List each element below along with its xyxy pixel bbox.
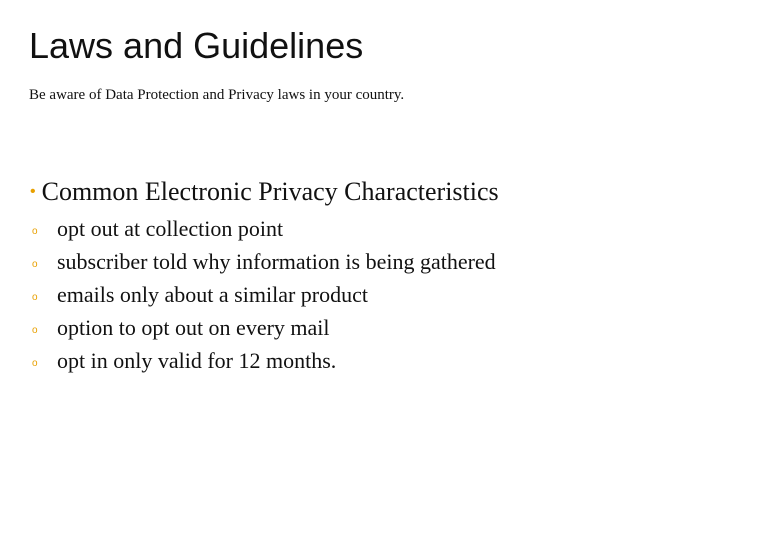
slide-subtitle: Be aware of Data Protection and Privacy laws in your country. [29, 87, 405, 103]
circle-bullet-icon: o [32, 358, 38, 369]
circle-bullet-icon: o [32, 325, 38, 336]
sub-bullet-item [32, 311, 496, 344]
sub-bullet-text: emails only about a similar product [57, 282, 368, 307]
slide-title: Laws and Guidelines [29, 25, 364, 66]
sub-bullet-item [32, 212, 496, 245]
sub-bullet-item [32, 245, 496, 278]
circle-bullet-icon: o [32, 259, 38, 270]
bullet-dot-icon: • [30, 183, 36, 200]
sub-bullet-item [32, 278, 496, 311]
main-bullet-text: Common Electronic Privacy Characteristics [41, 177, 499, 206]
circle-bullet-icon: o [32, 292, 38, 303]
sub-bullet-text: opt out at collection point [57, 216, 284, 241]
sub-bullet-list [32, 212, 496, 377]
sub-bullet-text: subscriber told why information is being gathered [57, 249, 496, 274]
circle-bullet-icon: o [32, 226, 38, 237]
sub-bullet-text: option to opt out on every mail [57, 315, 330, 340]
sub-bullet-text: opt in only valid for 12 months. [57, 348, 337, 373]
sub-bullet-item [32, 344, 496, 377]
main-bullet [30, 176, 499, 208]
